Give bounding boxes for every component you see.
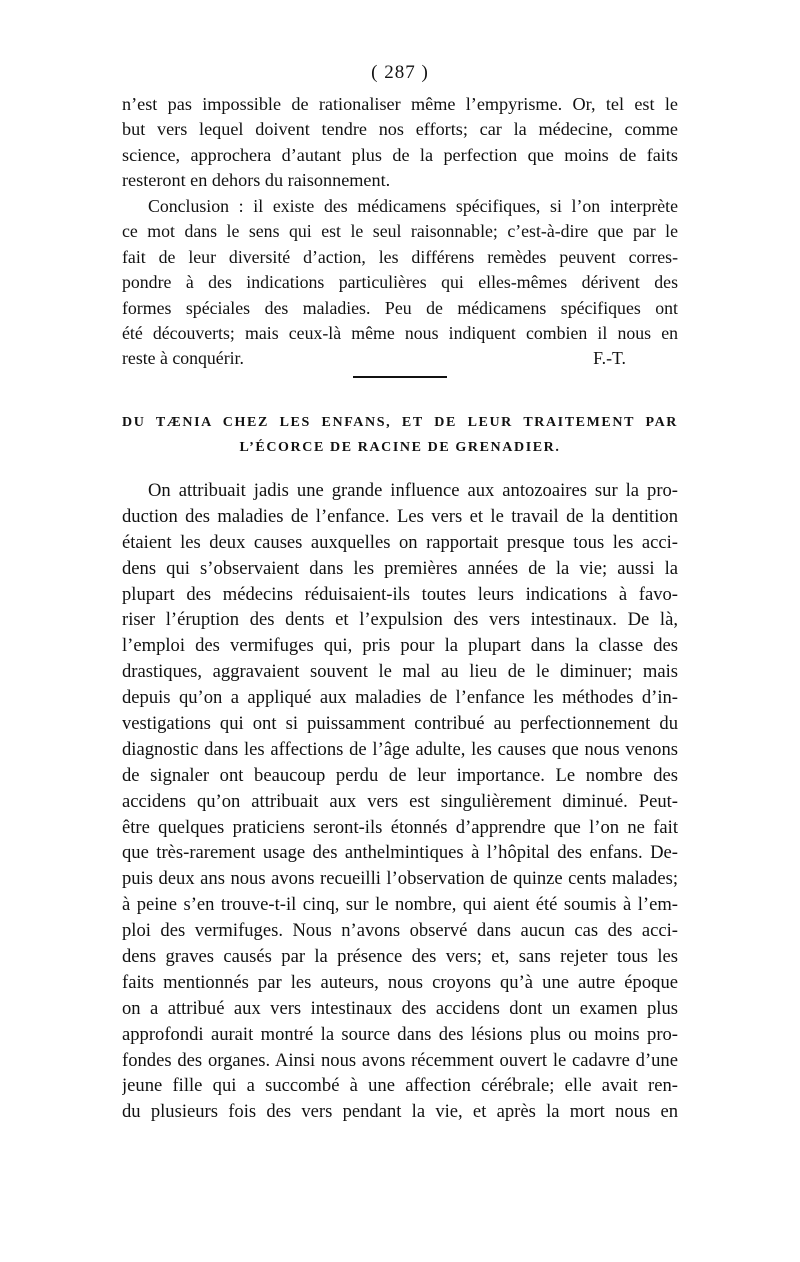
article-heading	[122, 410, 678, 460]
text-line: du plusieurs fois des vers pendant la vie, et après la mort nous en	[122, 1101, 678, 1123]
text-line: pondre à des indications particulières qui elles-mêmes dérivent des	[122, 272, 678, 293]
page-number: ( 287 )	[371, 62, 429, 83]
text-line: reste à conquérir.	[122, 348, 244, 369]
text-line: depuis qu’on a appliqué aux maladies de l’enfance les méthodes d’in-	[122, 687, 678, 709]
author-signature: F.-T.	[593, 348, 626, 369]
text-line: puis deux ans nous avons recueilli l’observation de quinze cents malades;	[122, 868, 678, 890]
conclusion-paragraph	[122, 194, 678, 372]
text-line: plupart des médecins réduisaient-ils toutes leurs indications à favo-	[122, 583, 678, 605]
text-line: l’emploi des vermifuges qui, pris pour la plupart dans la classe des	[122, 635, 678, 657]
text-line: diagnostic dans les affections de l’âge adulte, les causes que nous venons	[122, 738, 678, 760]
text-line: faits mentionnés par les auteurs, nous croyons qu’à une autre époque	[122, 971, 678, 993]
text-line: duction des maladies de l’enfance. Les vers et le travail de la dentition	[122, 505, 678, 527]
article-body	[122, 478, 678, 1125]
heading-line: DU TÆNIA CHEZ LES ENFANS, ET DE LEUR TRAITEMENT PAR	[122, 415, 678, 430]
text-line: On attribuait jadis une grande influence aux antozoaires sur la pro-	[148, 480, 678, 501]
text-line: jeune fille qui a succombé à une affection cérébrale; elle avait ren-	[122, 1075, 678, 1097]
text-line: resteront en dehors du raisonnement.	[122, 170, 391, 191]
text-line: but vers lequel doivent tendre nos efforts; car la médecine, comme	[122, 119, 678, 140]
text-line: approfondi aurait montré la source dans des lésions plus ou moins pro-	[122, 1023, 678, 1045]
text-line: drastiques, aggravaient souvent le mal au lieu de le diminuer; mais	[122, 661, 678, 683]
text-line: étaient les deux causes auxquelles on rapportait presque tous les acci-	[122, 531, 678, 553]
heading-line: L’ÉCORCE DE RACINE DE GRENADIER.	[239, 440, 561, 455]
text-line: Conclusion : il existe des médicamens spécifiques, si l’on interprète	[148, 196, 678, 216]
closing-line	[122, 346, 678, 371]
text-line: que très-rarement usage des anthelmintiques à l’hôpital des enfans. De-	[122, 842, 678, 864]
text-line: formes spéciales des maladies. Peu de médicamens spécifiques ont	[122, 297, 678, 318]
paragraph-continuation	[122, 92, 678, 194]
text-line: fondes des organes. Ainsi nous avons récemment ouvert le cadavre d’une	[122, 1049, 678, 1071]
text-line: vestigations qui ont si puissamment contribué au perfectionnement du	[122, 713, 678, 735]
text-line: dens qui s’observaient dans les premières années de la vie; aussi la	[122, 557, 678, 579]
text-line: été découverts; mais ceux-là même nous indiquent combien il nous en	[122, 322, 678, 343]
text-line: à peine s’en trouve-t-il cinq, sur le nombre, qui aient été soumis à l’em-	[122, 894, 678, 916]
text-line: science, approchera d’autant plus de la perfection que moins de faits	[122, 144, 678, 165]
text-line: accidens qu’on attribuait aux vers est singulièrement diminué. Peut-	[122, 790, 678, 812]
text-line: n’est pas impossible de rationaliser même l’empyrisme. Or, tel est le	[122, 94, 678, 114]
text-line: de signaler ont beaucoup perdu de leur importance. Le nombre des	[122, 764, 678, 786]
text-line: riser l’éruption des dents et l’expulsion des vers intestinaux. De là,	[122, 609, 678, 631]
text-line: fait de leur diversité d’action, les différens remèdes peuvent corres-	[122, 246, 678, 267]
text-line: dens graves causés par la présence des vers; et, sans rejeter tous les	[122, 946, 678, 968]
section-divider	[353, 376, 447, 378]
text-line: on a attribué aux vers intestinaux des accidens dont un examen plus	[122, 997, 678, 1019]
text-line: être quelques praticiens seront-ils étonnés d’apprendre que l’on ne fait	[122, 816, 678, 838]
text-line: ce mot dans le sens qui est le seul raisonnable; c’est-à-dire que par le	[122, 221, 678, 242]
text-line: ploi des vermifuges. Nous n’avons observé dans aucun cas des acci-	[122, 920, 678, 942]
